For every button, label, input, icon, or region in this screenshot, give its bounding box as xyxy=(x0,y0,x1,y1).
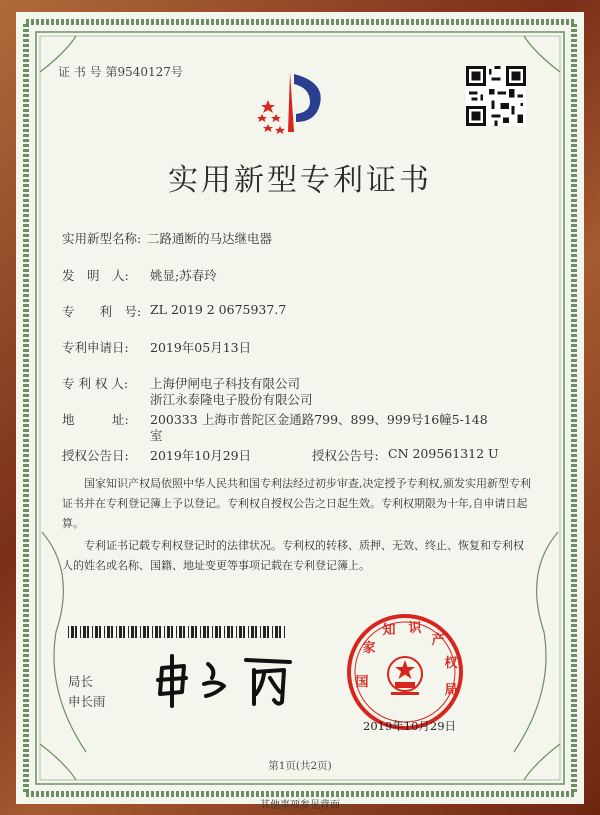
barcode-bar xyxy=(183,626,185,638)
certificate-number: 证 书 号 第9540127号 xyxy=(58,65,183,79)
patent-number-label: 专 利 号: xyxy=(62,304,142,319)
barcode-bar xyxy=(167,626,170,638)
barcode-bar xyxy=(104,626,105,638)
barcode-bar xyxy=(200,626,201,638)
barcode-bar xyxy=(227,626,230,638)
barcode-bar xyxy=(164,626,165,638)
barcode-bar xyxy=(135,626,137,638)
barcode-bar xyxy=(71,626,74,638)
barcode-bar xyxy=(75,626,77,638)
grant-date-value: 2019年10月29日 xyxy=(150,448,252,463)
barcode-bar xyxy=(152,626,153,638)
footer-note: 其他事项参见背面 xyxy=(260,800,340,811)
barcode-bar xyxy=(140,626,141,638)
patent-number-value: ZL 2019 2 0675937.7 xyxy=(150,302,287,317)
address-value-2: 室 xyxy=(150,428,163,443)
barcode-bar xyxy=(236,626,237,638)
apply-date-label: 专利申请日: xyxy=(62,340,129,355)
barcode-bar xyxy=(176,626,177,638)
name-value: 二路通断的马达继电器 xyxy=(147,231,273,246)
holder-value-1: 上海伊闸电子科技有限公司 xyxy=(150,376,301,391)
barcode-bar xyxy=(267,626,269,638)
page-info: 第1页(共2页) xyxy=(268,760,332,772)
barcode-bar xyxy=(116,626,117,638)
director-name: 申长雨 xyxy=(68,694,106,709)
grant-date-label: 授权公告日: xyxy=(62,448,129,463)
seal-char-5: 产 xyxy=(431,633,445,648)
barcode-bar xyxy=(260,626,261,638)
seal-char-3: 知 xyxy=(382,623,396,638)
inventor-label: 发 明 人: xyxy=(62,268,129,283)
cnipa-logo-icon xyxy=(250,62,330,142)
barcode-bar xyxy=(224,626,225,638)
barcode-bar xyxy=(215,626,218,638)
notice-paragraph-1: 国家知识产权局依照中华人民共和国专利法经过初步审查,决定授予专利权,颁发实用新型专利证书并在专利登记簿上予以登记。专利权自授权公告之日起生效。专利权期限为十年,自申请日起算。 xyxy=(62,477,531,530)
inventor-value: 姚显;苏春玲 xyxy=(150,268,217,283)
director-title: 局长 xyxy=(68,674,94,689)
barcode-bar xyxy=(272,626,273,638)
seal-char-6: 权 xyxy=(444,656,458,671)
barcode-bar xyxy=(171,626,173,638)
barcode-bar xyxy=(212,626,213,638)
barcode-bar xyxy=(279,626,281,638)
grant-number-label: 授权公告号: xyxy=(312,448,379,463)
qr-code-icon xyxy=(466,66,526,126)
barcode-bar xyxy=(191,626,194,638)
certificate-title: 实用新型专利证书 xyxy=(168,163,432,198)
barcode-bar xyxy=(99,626,101,638)
holder-value-2: 浙江永泰隆电子股份有限公司 xyxy=(150,392,313,407)
barcode-bar xyxy=(155,626,158,638)
barcode-bar xyxy=(239,626,242,638)
barcode-bar xyxy=(143,626,146,638)
barcode-bar xyxy=(80,626,81,638)
barcode-bar xyxy=(131,626,134,638)
barcode-bar xyxy=(123,626,125,638)
barcode-bar xyxy=(255,626,257,638)
address-value-1: 200333 上海市普陀区金通路799、899、999号16幢5-148 xyxy=(150,412,488,427)
apply-date-value: 2019年05月13日 xyxy=(150,340,252,355)
barcode-bar xyxy=(275,626,278,638)
barcode-bar xyxy=(203,626,206,638)
barcode-bar xyxy=(128,626,129,638)
barcode-bar xyxy=(159,626,161,638)
barcode-bar xyxy=(195,626,197,638)
barcode-bar xyxy=(68,626,69,638)
official-seal xyxy=(345,612,465,732)
notice-paragraph-2: 专利证书记载专利权登记时的法律状况。专利权的转移、质押、无效、终止、恢复和专利权人的姓名或名称、国籍、地址变更等事项记载在专利登记簿上。 xyxy=(62,539,524,572)
barcode-bar xyxy=(147,626,149,638)
barcode-bar xyxy=(243,626,245,638)
barcode-bar xyxy=(263,626,266,638)
seal-char-1: 国 xyxy=(355,675,369,690)
barcode-bar xyxy=(119,626,122,638)
barcode-bar xyxy=(179,626,182,638)
seal-date: 2019年10月29日 xyxy=(363,719,457,733)
seal-char-2: 家 xyxy=(362,641,376,656)
barcode-bar xyxy=(251,626,254,638)
barcode-icon xyxy=(68,626,288,638)
barcode-bar xyxy=(231,626,233,638)
barcode-bar xyxy=(95,626,98,638)
barcode-bar xyxy=(207,626,209,638)
barcode-bar xyxy=(248,626,249,638)
address-label: 地 址: xyxy=(62,412,129,427)
barcode-bar xyxy=(284,626,285,638)
barcode-bar xyxy=(111,626,113,638)
barcode-bar xyxy=(92,626,93,638)
barcode-bar xyxy=(107,626,110,638)
holder-label: 专 利 权 人: xyxy=(62,376,129,391)
barcode-bar xyxy=(83,626,86,638)
barcode-bar xyxy=(219,626,221,638)
seal-char-7: 局 xyxy=(444,683,458,698)
seal-char-4: 识 xyxy=(408,621,422,636)
grant-number-value: CN 209561312 U xyxy=(388,446,499,461)
director-signature xyxy=(150,650,300,710)
name-label: 实用新型名称: xyxy=(62,231,142,246)
barcode-bar xyxy=(188,626,189,638)
barcode-bar xyxy=(87,626,89,638)
